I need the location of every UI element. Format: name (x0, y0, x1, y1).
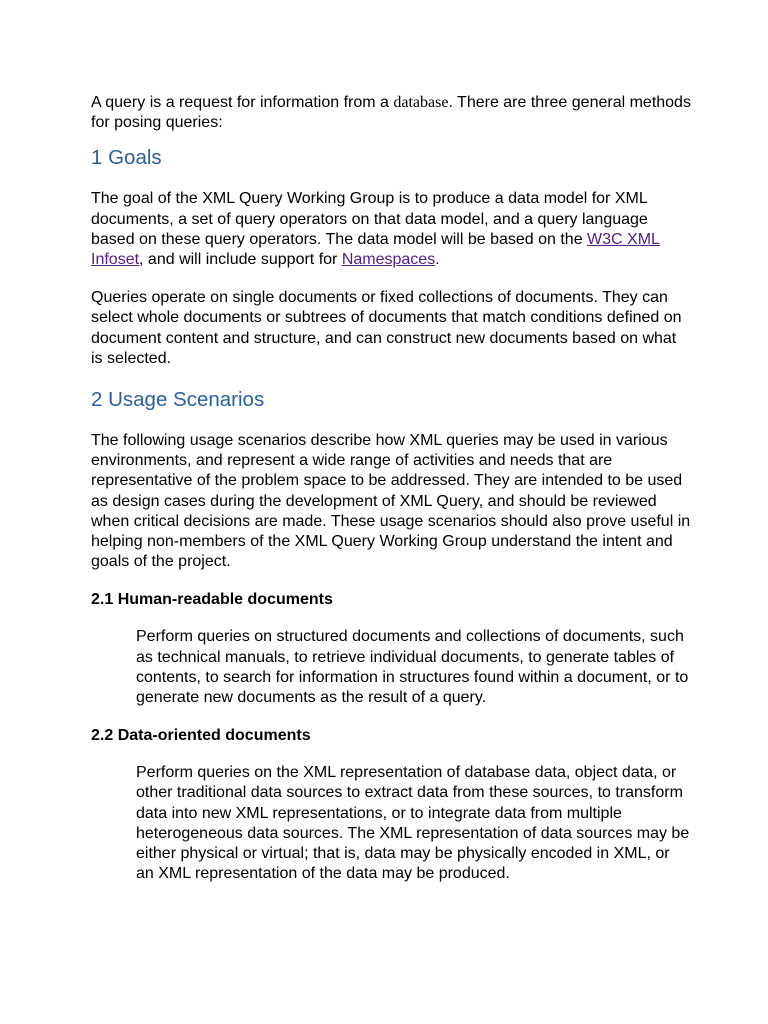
goals-paragraph-2: Queries operate on single documents or fixed collections of documents. They can select whole documents or subtrees of documents that match conditions defined on document content and structure, and can construct new documents based on what is selected. (91, 289, 682, 367)
paragraph-gap (91, 270, 691, 288)
goals-p1-text-3: . (435, 251, 440, 269)
goals-paragraph-1 (91, 189, 691, 270)
usage-scenarios-heading: 2 Usage Scenarios (91, 388, 265, 412)
section-2-2-text: Perform queries on the XML representation of database data, object data, or other traditional data sources to extract data from these sources, to transform data into new XML representations, or to integrate data from multiple heterogeneous data sources. The XML representation of data sources may be either physical or virtual; that is, data may be physically encoded in XML, or an XML representation of the data may be produced. (136, 764, 690, 883)
intro-paragraph (91, 93, 691, 133)
intro-text-before: A query is a request for information from a (91, 94, 394, 111)
document-page (91, 93, 691, 884)
section-2-1-heading: 2.1 Human-readable documents (91, 591, 333, 609)
section-2-2-heading: 2.2 Data-oriented documents (91, 727, 311, 745)
intro-database-word: database (393, 94, 449, 111)
w3c-xml-infoset-link[interactable]: W3C XML Infoset (91, 230, 660, 269)
section-2-1-text: Perform queries on structured documents and collections of documents, such as technical manuals, to retrieve individual documents, to generate tables of contents, to search for information in structures found within a document, or to generate new documents as the result of a query. (136, 628, 689, 707)
goals-heading: 1 Goals (91, 146, 162, 170)
usage-intro-paragraph: The following usage scenarios describe how XML queries may be used in various environments, and represent a wide range of activities and needs that are representative of the problem space to be addressed. They are intended to be used as design cases during the development of XML Query, and should be reviewed when critical decisions are made. These usage scenarios should also prove useful in helping non-members of the XML Query Working Group understand the intent and goals of the project. (91, 432, 691, 571)
goals-p1-text-1: The goal of the XML Query Working Group is to produce a data model for XML documents, a set of query operators on that data model, and a query language based on these query operators. The data model will be based on the (91, 190, 648, 248)
goals-p1-text-2: , and will include support for (139, 251, 342, 269)
intro-text-after: . There are three general methods for posing queries: (91, 94, 691, 132)
namespaces-link[interactable]: Namespaces (341, 251, 436, 269)
